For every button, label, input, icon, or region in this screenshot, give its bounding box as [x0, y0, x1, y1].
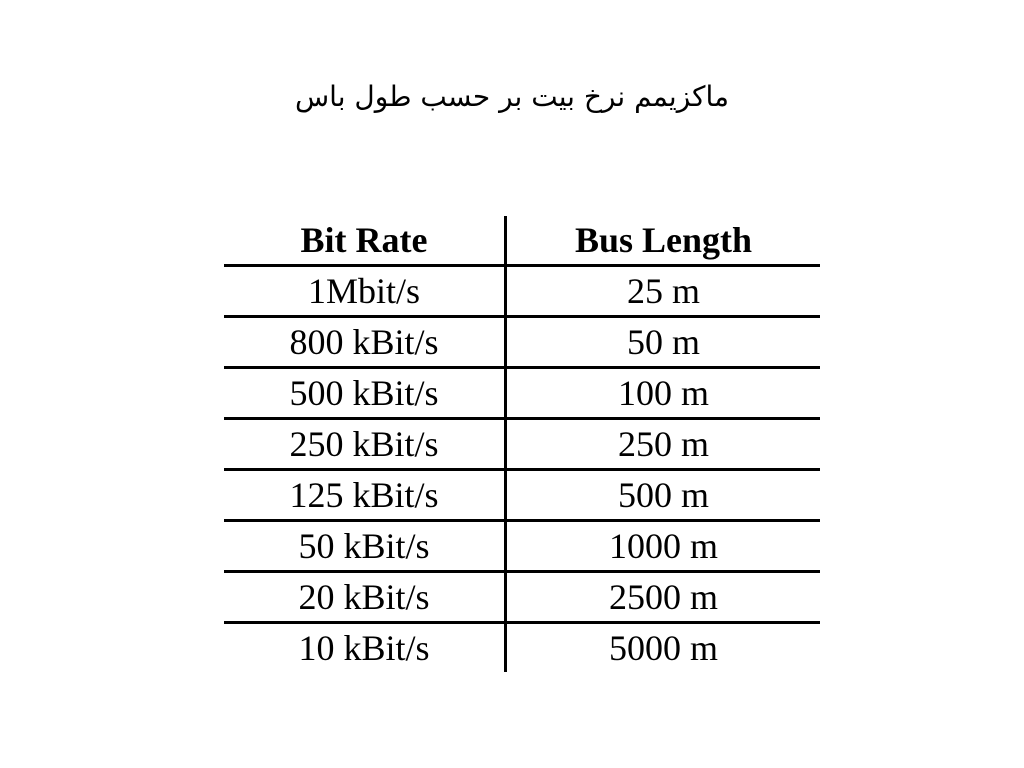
cell-bus-length: 2500 m	[506, 572, 821, 623]
header-bus-length: Bus Length	[506, 216, 821, 266]
cell-bus-length: 250 m	[506, 419, 821, 470]
cell-bit-rate: 20 kBit/s	[224, 572, 506, 623]
bit-rate-table	[224, 216, 820, 672]
table-row	[224, 266, 820, 317]
cell-bit-rate: 50 kBit/s	[224, 521, 506, 572]
table-row	[224, 470, 820, 521]
table-row	[224, 572, 820, 623]
slide-title: ماکزیمم نرخ بیت بر حسب طول باس	[295, 80, 729, 113]
cell-bit-rate: 1Mbit/s	[224, 266, 506, 317]
cell-bus-length: 100 m	[506, 368, 821, 419]
cell-bus-length: 5000 m	[608, 628, 718, 668]
table-row	[224, 521, 820, 572]
cell-bus-length: 500 m	[506, 470, 821, 521]
cell-bit-rate: 250 kBit/s	[224, 419, 506, 470]
table-row	[224, 419, 820, 470]
cell-bus-length: 25 m	[506, 266, 821, 317]
table-row	[224, 623, 820, 673]
table-header-row	[224, 216, 820, 266]
cell-bit-rate: 500 kBit/s	[224, 368, 506, 419]
header-bit-rate: Bit Rate	[224, 216, 506, 266]
table-row	[224, 317, 820, 368]
cell-bus-length: 50 m	[506, 317, 821, 368]
table-row	[224, 368, 820, 419]
cell-bit-rate: 800 kBit/s	[224, 317, 506, 368]
cell-bit-rate: 10 kBit/s	[224, 623, 506, 673]
cell-bit-rate: 125 kBit/s	[224, 470, 506, 521]
cell-bus-length: 1000 m	[506, 521, 821, 572]
